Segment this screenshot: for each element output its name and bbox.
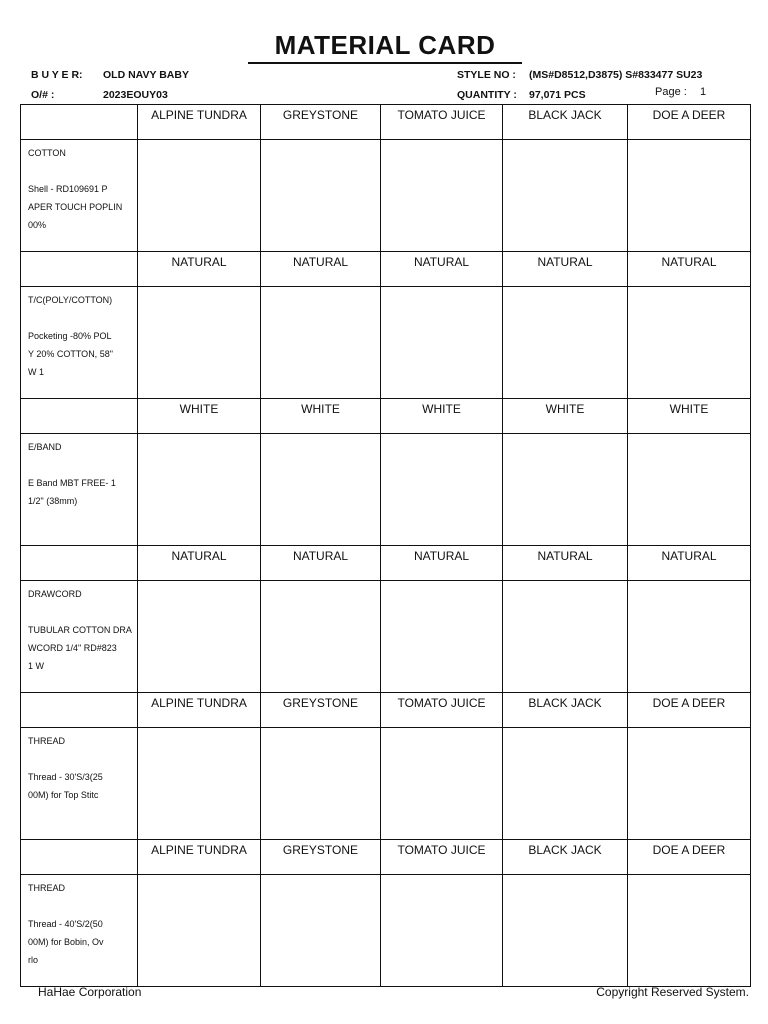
swatch-cell	[261, 140, 381, 252]
buyer-label: B U Y E R:	[31, 69, 83, 81]
color-header-cell: TOMATO JUICE	[381, 840, 503, 875]
color-header-cell: NATURAL	[138, 252, 261, 287]
color-header-cell: NATURAL	[503, 546, 628, 581]
swatch-cell	[381, 287, 503, 399]
buyer-value: OLD NAVY BABY	[103, 69, 189, 81]
color-row-blank-cell	[21, 840, 138, 875]
swatch-cell	[138, 287, 261, 399]
material-name: DRAWCORD	[28, 589, 82, 599]
color-row-blank-cell	[21, 546, 138, 581]
color-header-cell: TOMATO JUICE	[381, 693, 503, 728]
style-label: STYLE NO :	[457, 69, 516, 81]
quantity-label: QUANTITY :	[457, 89, 517, 101]
material-row	[21, 581, 751, 693]
material-name: THREAD	[28, 736, 66, 746]
material-description: Pocketing -80% POL Y 20% COTTON, 58" W 1	[28, 331, 113, 377]
swatch-cell	[261, 875, 381, 987]
color-header-cell: BLACK JACK	[503, 840, 628, 875]
color-header-cell: WHITE	[261, 399, 381, 434]
footer-company: HaHae Corporation	[38, 985, 142, 999]
color-header-cell: TOMATO JUICE	[381, 105, 503, 140]
swatch-cell	[261, 287, 381, 399]
color-header-cell: ALPINE TUNDRA	[138, 840, 261, 875]
page-number: 1	[700, 86, 707, 98]
color-header-cell: NATURAL	[381, 252, 503, 287]
color-header-cell: DOE A DEER	[628, 105, 751, 140]
style-value: (MS#D8512,D3875) S#833477 SU23	[529, 69, 703, 81]
material-label-cell	[21, 287, 138, 399]
color-row	[21, 693, 751, 728]
quantity-value: 97,071 PCS	[529, 89, 586, 101]
material-row	[21, 287, 751, 399]
color-header-cell: GREYSTONE	[261, 693, 381, 728]
color-header-cell: NATURAL	[628, 546, 751, 581]
color-row	[21, 840, 751, 875]
swatch-cell	[138, 728, 261, 840]
color-row	[21, 105, 751, 140]
swatch-cell	[503, 728, 628, 840]
color-header-cell: NATURAL	[503, 252, 628, 287]
material-label-cell	[21, 581, 138, 693]
color-header-cell: DOE A DEER	[628, 693, 751, 728]
color-row-blank-cell	[21, 399, 138, 434]
swatch-cell	[138, 434, 261, 546]
material-label-cell	[21, 728, 138, 840]
color-header-cell: NATURAL	[261, 546, 381, 581]
swatch-cell	[628, 140, 751, 252]
order-label: O/# :	[31, 89, 55, 101]
color-header-cell: ALPINE TUNDRA	[138, 693, 261, 728]
material-description: Thread - 30'S/3(25 00M) for Top Stitc	[28, 772, 103, 800]
swatch-cell	[381, 140, 503, 252]
swatch-cell	[138, 875, 261, 987]
color-row-blank-cell	[21, 105, 138, 140]
swatch-cell	[381, 434, 503, 546]
swatch-cell	[503, 434, 628, 546]
color-header-cell: WHITE	[628, 399, 751, 434]
color-header-cell: WHITE	[138, 399, 261, 434]
color-header-cell: WHITE	[503, 399, 628, 434]
swatch-cell	[503, 287, 628, 399]
swatch-cell	[138, 581, 261, 693]
swatch-cell	[628, 875, 751, 987]
order-value: 2023EOUY03	[103, 89, 168, 101]
page-label: Page :	[655, 86, 687, 98]
material-table	[20, 104, 751, 987]
material-label-cell	[21, 875, 138, 987]
color-header-cell: NATURAL	[381, 546, 503, 581]
color-header-cell: NATURAL	[138, 546, 261, 581]
swatch-cell	[381, 728, 503, 840]
material-description: Shell - RD109691 P APER TOUCH POPLIN 00%	[28, 184, 123, 230]
material-name: THREAD	[28, 883, 66, 893]
material-description: E Band MBT FREE- 1 1/2" (38mm)	[28, 478, 116, 506]
swatch-cell	[261, 728, 381, 840]
color-header-cell: GREYSTONE	[261, 105, 381, 140]
swatch-cell	[503, 581, 628, 693]
color-header-cell: GREYSTONE	[261, 840, 381, 875]
swatch-cell	[628, 287, 751, 399]
material-name: T/C(POLY/COTTON)	[28, 295, 113, 305]
swatch-cell	[261, 434, 381, 546]
color-row	[21, 399, 751, 434]
swatch-cell	[628, 434, 751, 546]
color-row	[21, 546, 751, 581]
swatch-cell	[628, 728, 751, 840]
color-header-cell: BLACK JACK	[503, 105, 628, 140]
swatch-cell	[503, 140, 628, 252]
color-row-blank-cell	[21, 252, 138, 287]
material-row	[21, 140, 751, 252]
color-row	[21, 252, 751, 287]
color-header-cell: WHITE	[381, 399, 503, 434]
footer-copyright: Copyright Reserved System.	[596, 985, 749, 999]
color-header-cell: NATURAL	[261, 252, 381, 287]
material-description: Thread - 40'S/2(50 00M) for Bobin, Ov rlo	[28, 919, 104, 965]
swatch-cell	[138, 140, 261, 252]
material-row	[21, 434, 751, 546]
material-name: COTTON	[28, 148, 66, 158]
color-row-blank-cell	[21, 693, 138, 728]
swatch-cell	[503, 875, 628, 987]
material-name: E/BAND	[28, 442, 62, 452]
material-description: TUBULAR COTTON DRA WCORD 1/4" RD#823 1 W	[28, 625, 132, 671]
material-label-cell	[21, 140, 138, 252]
swatch-cell	[628, 581, 751, 693]
color-header-cell: ALPINE TUNDRA	[138, 105, 261, 140]
material-row	[21, 875, 751, 987]
page-title: MATERIAL CARD	[248, 28, 522, 64]
color-header-cell: BLACK JACK	[503, 693, 628, 728]
material-row	[21, 728, 751, 840]
material-label-cell	[21, 434, 138, 546]
swatch-cell	[381, 581, 503, 693]
swatch-cell	[261, 581, 381, 693]
swatch-cell	[381, 875, 503, 987]
color-header-cell: DOE A DEER	[628, 840, 751, 875]
color-header-cell: NATURAL	[628, 252, 751, 287]
